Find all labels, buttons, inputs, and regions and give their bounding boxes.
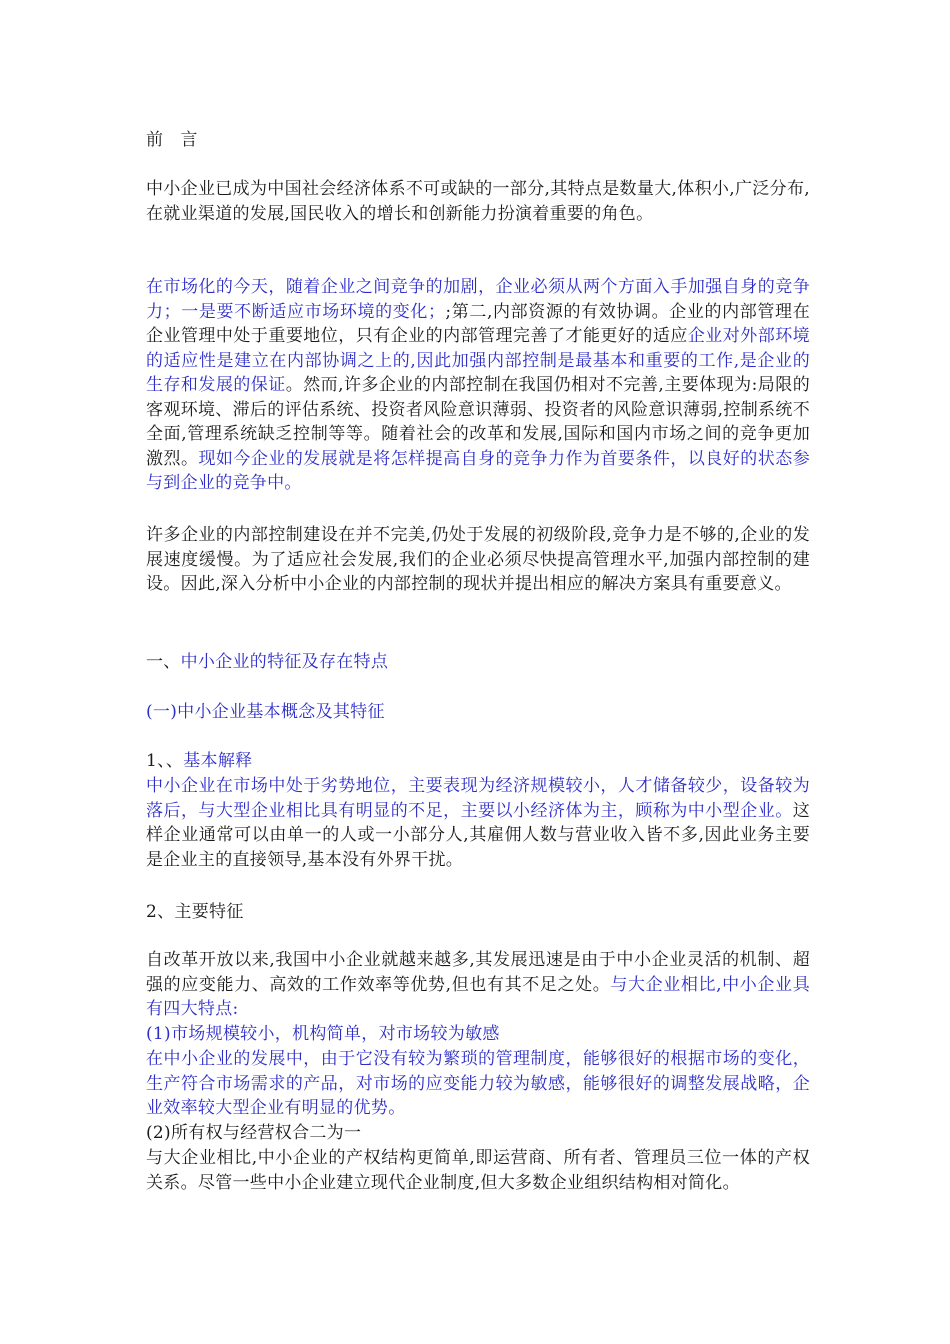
- text-span: 在市场化的今天，随着企业之间竞争的加剧，企业必须从两个方面入手加强自身的竞争力；一是要不断适应市场环境的变化；: [146, 277, 810, 322]
- internal-control-paragraph: 许多企业的内部控制建设在并不完美,仍处于发展的初级阶段,竞争力是不够的,企业的发展速度缓慢。为了适应社会发展,我们的企业必须尽快提高管理水平,加强内部控制的建设。因此,深入分析中小企业的内部控制的现状并提出相应的解决方案具有重要意义。: [146, 525, 810, 594]
- document-title: 前 言: [146, 130, 204, 150]
- feature-1-title: (1)市场规模较小，机构简单，对市场较为敏感: [146, 1024, 500, 1044]
- feature-1-body: 在中小企业的发展中，由于它没有较为繁琐的管理制度，能够很好的根据市场的变化，生产符合市场需求的产品，对市场的应变能力较为敏感，能够很好的调整发展战略，企业效率较大型企业有明显的优势。: [146, 1049, 810, 1118]
- item-heading-features: 2、主要特征: [146, 902, 244, 922]
- intro-paragraph: 中小企业已成为中国社会经济体系不可或缺的一部分,其特点是数量大,体积小,广泛分布,在就业渠道的发展,国民收入的增长和创新能力扮演着重要的角色。: [146, 179, 810, 224]
- text-span: 这样企业通常可以由单一的人或一小部分人,其雇佣人数与营业收入皆不多,因此业务主要是企业主的直接领导,基本没有外界干扰。: [146, 800, 810, 870]
- item-title: 基本解释: [183, 751, 253, 771]
- text-span: 。然而,许多企业的内部控制在我国仍相对不完善,主要体现为:局限的客观环境、滞后的评估系统、投资者风险意识薄弱、投资者的风险意识薄弱,控制系统不全面,管理系统缺乏控制等等。随着社会的改革和发展,国际和国内市场之间的竞争更加激烈。: [146, 375, 810, 469]
- feature-2-title: (2)所有权与经营权合二为一: [146, 1123, 362, 1143]
- market-competition-paragraph: [146, 275, 810, 496]
- text-span: 与大企业相比,中小企业具有四大特点:: [146, 974, 810, 1019]
- text-span: 中小企业在市场中处于劣势地位，主要表现为经济规模较小，人才储备较少，设备较为落后，与大型企业相比具有明显的不足，主要以小经济体为主，顾称为中小型企业。: [146, 776, 810, 821]
- feature-2-body: 与大企业相比,中小企业的产权结构更简单,即运营商、所有者、管理员三位一体的产权关系。尽管一些中小企业建立现代企业制度,但大多数企业组织结构相对简化。: [146, 1148, 810, 1193]
- section-number: 一、: [146, 652, 181, 672]
- item-heading-basic: [146, 749, 252, 774]
- item-number: 1、、: [146, 751, 184, 771]
- section-title: 中小企业的特征及存在特点: [180, 652, 389, 672]
- text-span: 企业对外部环境的适应性是建立在内部协调之上的,因此加强内部控制是最基本和重要的工作,是企业的生存和发展的保证: [146, 326, 810, 395]
- text-span: 现如今企业的发展就是将怎样提高自身的竞争力作为首要条件，以良好的状态参与到企业的竞争中。: [146, 448, 810, 493]
- subsection-heading: (一)中小企业基本概念及其特征: [146, 702, 385, 722]
- section-heading-1: [146, 650, 388, 675]
- text-span: ;第二,内部资源的有效协调。企业的内部管理在企业管理中处于重要地位，只有企业的内部管理完善了才能更好的适应: [146, 301, 810, 346]
- text-span: 自改革开放以来,我国中小企业就越来越多,其发展迅速是由于中小企业灵活的机制、超强的应变能力、高效的工作效率等优势,但也有其不足之处。: [146, 950, 810, 995]
- features-intro-paragraph: [146, 948, 810, 1022]
- basic-explanation-paragraph: [146, 774, 810, 872]
